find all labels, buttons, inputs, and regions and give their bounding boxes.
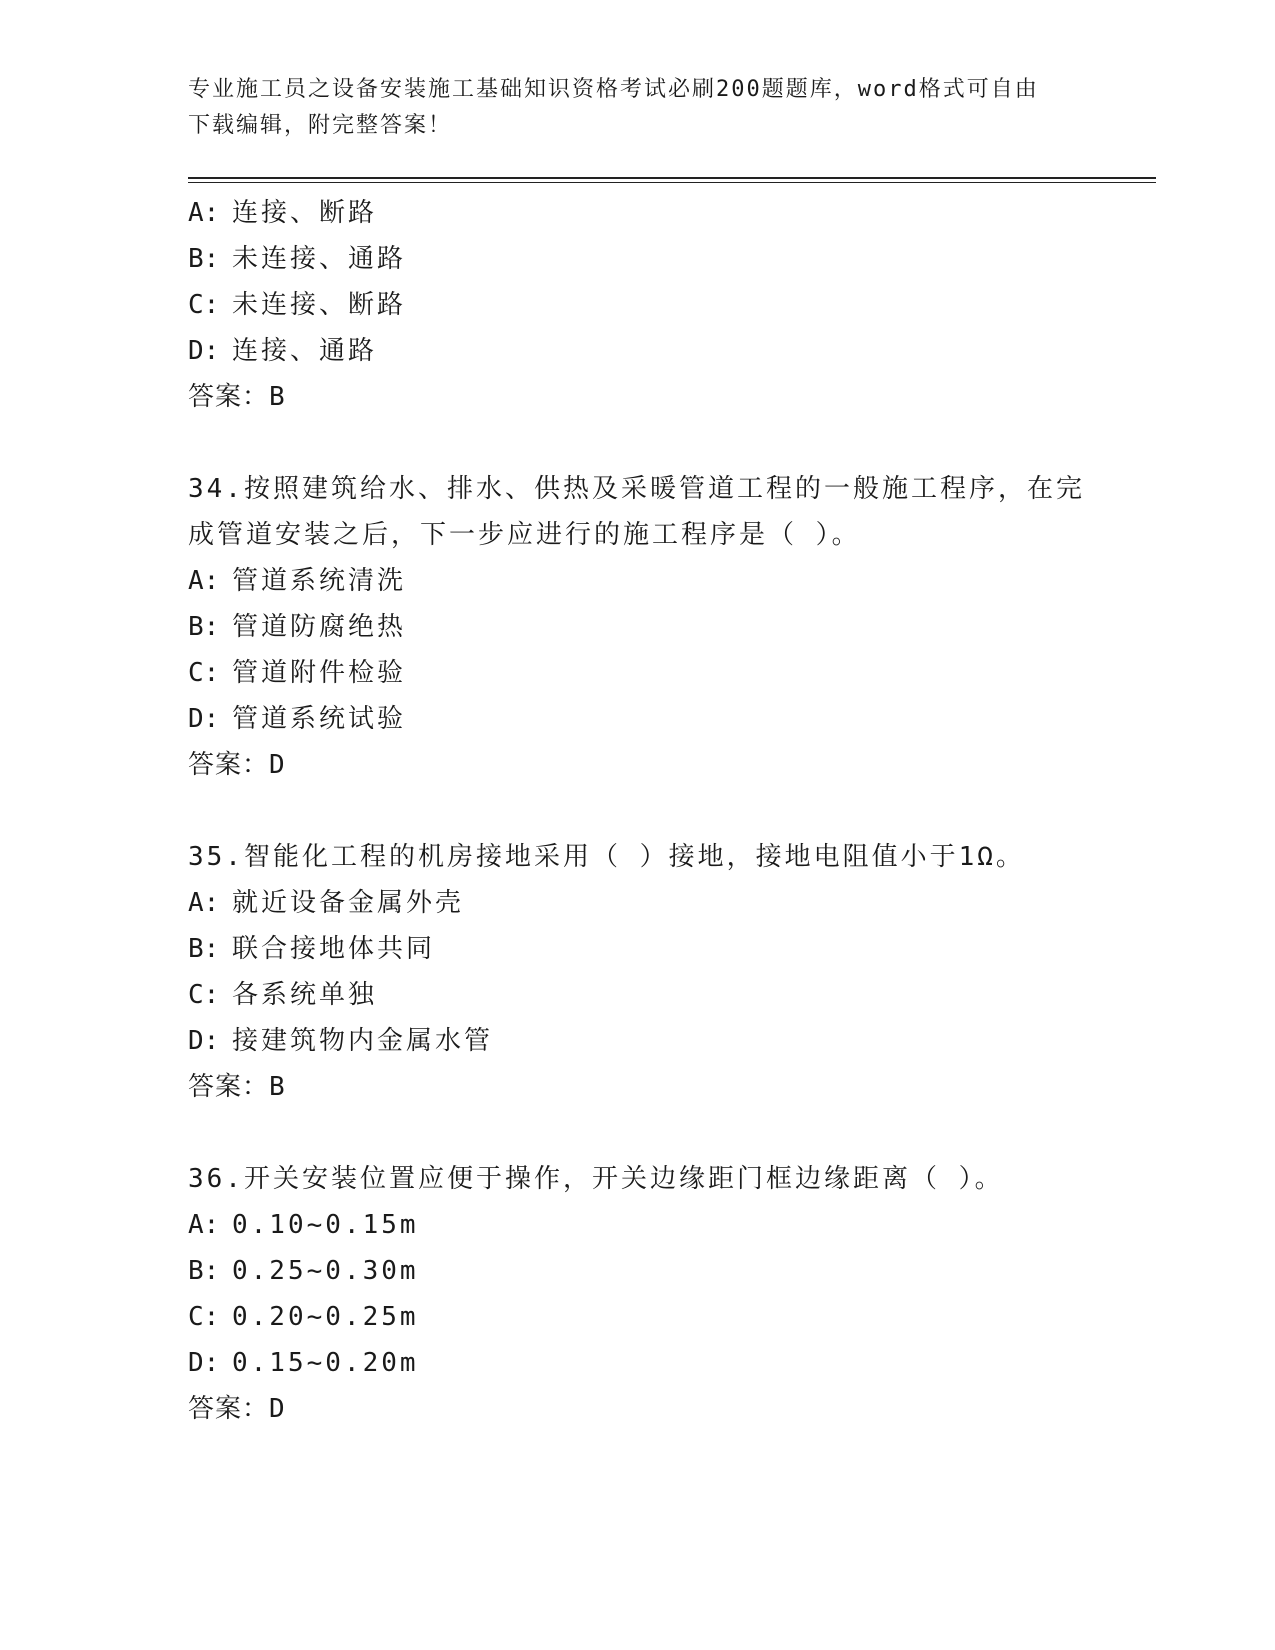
option-a bbox=[188, 558, 1088, 604]
option-a bbox=[188, 1202, 1088, 1248]
option-c bbox=[188, 1294, 1088, 1340]
option-key: D: bbox=[188, 336, 220, 366]
option-text: 连接、断路 bbox=[232, 198, 378, 228]
header-rule-thin bbox=[188, 182, 1156, 183]
option-text: 管道系统试验 bbox=[232, 704, 407, 734]
option-c bbox=[188, 650, 1088, 696]
answer-line: 答案：D bbox=[188, 750, 286, 780]
option-key: B: bbox=[188, 1256, 220, 1286]
option-text: 联合接地体共同 bbox=[232, 934, 436, 964]
option-b bbox=[188, 604, 1088, 650]
option-key: A: bbox=[188, 888, 220, 918]
option-text: 连接、通路 bbox=[232, 336, 378, 366]
option-key: B: bbox=[188, 244, 220, 274]
option-text: 0.10~0.15m bbox=[232, 1210, 419, 1240]
document-header bbox=[188, 72, 1068, 144]
option-text: 0.20~0.25m bbox=[232, 1302, 419, 1332]
option-key: A: bbox=[188, 198, 220, 228]
option-text: 0.25~0.30m bbox=[232, 1256, 419, 1286]
option-key: D: bbox=[188, 704, 220, 734]
question-text-line-1: 36.开关安装位置应便于操作，开关边缘距门框边缘距离（ ）。 bbox=[188, 1164, 1004, 1194]
option-key: C: bbox=[188, 980, 220, 1010]
option-b bbox=[188, 926, 1088, 972]
option-text: 未连接、断路 bbox=[232, 290, 407, 320]
option-key: A: bbox=[188, 566, 220, 596]
option-key: A: bbox=[188, 1210, 220, 1240]
option-text: 管道附件检验 bbox=[232, 658, 407, 688]
option-key: C: bbox=[188, 658, 220, 688]
option-text: 管道系统清洗 bbox=[232, 566, 407, 596]
answer-line: 答案：B bbox=[188, 382, 286, 412]
option-d bbox=[188, 1018, 1088, 1064]
question-text-line-1: 34.按照建筑给水、排水、供热及采暖管道工程的一般施工程序，在完 bbox=[188, 474, 1085, 504]
option-key: D: bbox=[188, 1026, 220, 1056]
option-key: C: bbox=[188, 1302, 220, 1332]
question-text-line-1: 35.智能化工程的机房接地采用（ ）接地，接地电阻值小于1Ω。 bbox=[188, 842, 1025, 872]
question-text-line-2: 成管道安装之后，下一步应进行的施工程序是（ ）。 bbox=[188, 520, 861, 550]
option-a bbox=[188, 880, 1088, 926]
question-35 bbox=[188, 834, 1088, 1110]
question-33 bbox=[188, 190, 1088, 420]
option-d bbox=[188, 696, 1088, 742]
question-list bbox=[188, 190, 1088, 1432]
header-line-2: 下载编辑，附完整答案！ bbox=[188, 113, 453, 138]
option-text: 接建筑物内金属水管 bbox=[232, 1026, 494, 1056]
option-c bbox=[188, 282, 1088, 328]
header-line-1: 专业施工员之设备安装施工基础知识资格考试必刷200题题库，word格式可自由 bbox=[188, 77, 1039, 102]
option-key: B: bbox=[188, 934, 220, 964]
option-key: C: bbox=[188, 290, 220, 320]
option-c bbox=[188, 972, 1088, 1018]
answer-line: 答案：B bbox=[188, 1072, 286, 1102]
option-text: 各系统单独 bbox=[232, 980, 378, 1010]
option-text: 管道防腐绝热 bbox=[232, 612, 407, 642]
option-a bbox=[188, 190, 1088, 236]
option-b bbox=[188, 236, 1088, 282]
option-d bbox=[188, 1340, 1088, 1386]
option-text: 未连接、通路 bbox=[232, 244, 407, 274]
answer-line: 答案：D bbox=[188, 1394, 286, 1424]
option-b bbox=[188, 1248, 1088, 1294]
option-d bbox=[188, 328, 1088, 374]
option-key: B: bbox=[188, 612, 220, 642]
option-key: D: bbox=[188, 1348, 220, 1378]
question-36 bbox=[188, 1156, 1088, 1432]
question-34 bbox=[188, 466, 1088, 788]
option-text: 就近设备金属外壳 bbox=[232, 888, 465, 918]
option-text: 0.15~0.20m bbox=[232, 1348, 419, 1378]
header-rule-thick bbox=[188, 177, 1156, 179]
